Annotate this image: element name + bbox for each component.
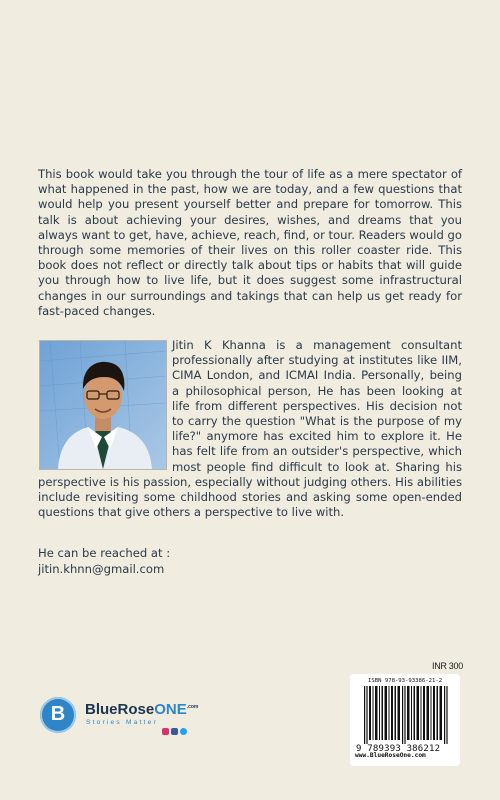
author-bio: Jitin K Khanna is a management consultant professionally after studying at institutes like IIM, CIMA London, and ICMAI India. Personally, being a philosophical person, He has been looking at life from different perspectives. His decision not to carry the question "What is the purpose of my life?" anymore has excited him to explore it. He has felt life from an outsider's perspective, which most people find difficult to look at. Sharing his perspective is his passion, especially without judging others. His abilities include revisiting some childhood stories and asking some open-ended questions that give others a perspective to live with. bbox=[38, 338, 462, 520]
facebook-icon bbox=[171, 728, 178, 735]
publisher-tagline: Stories Matter bbox=[86, 719, 158, 726]
isbn-label: ISBN 978-93-93386-21-2 bbox=[368, 678, 443, 684]
instagram-icon bbox=[162, 728, 169, 735]
publisher-logo-mark bbox=[40, 697, 76, 733]
twitter-icon bbox=[180, 728, 187, 735]
publisher-brand bbox=[85, 701, 198, 718]
price-label: INR 300 bbox=[432, 661, 463, 671]
contact-label: He can be reached at : bbox=[38, 546, 171, 560]
social-icons bbox=[162, 728, 187, 735]
publisher-brand-accent: ONE bbox=[154, 701, 187, 718]
book-blurb: This book would take you through the tour of life as a mere spectator of what happened in the past, how we are today, and a few questions that would help you present yourself better and prepare for tomorrow. This talk is about achieving your desires, wishes, and dreams that you always want to get, have, achieve, reach, find, or tour. Readers would go through some memories of their lives on this roller coaster ride. This book does not reflect or directly talk about tips or habits that will guide you through how to live life, but it does suggest some infrastructural changes in our surroundings and takings that can help us get ready for fast-paced changes. bbox=[38, 167, 462, 318]
barcode-bars bbox=[364, 686, 448, 744]
publisher-website: www.BlueRoseOne.com bbox=[355, 752, 426, 759]
isbn-digits: 9 789393 386212 bbox=[356, 744, 441, 754]
publisher-logo bbox=[40, 697, 220, 735]
publisher-logo-letter: B bbox=[50, 703, 66, 725]
contact-email: jitin.khnn@gmail.com bbox=[38, 561, 165, 576]
publisher-brand-suffix: .com bbox=[186, 704, 199, 710]
contact-block bbox=[38, 546, 170, 577]
publisher-brand-name: BlueRose bbox=[85, 701, 155, 718]
